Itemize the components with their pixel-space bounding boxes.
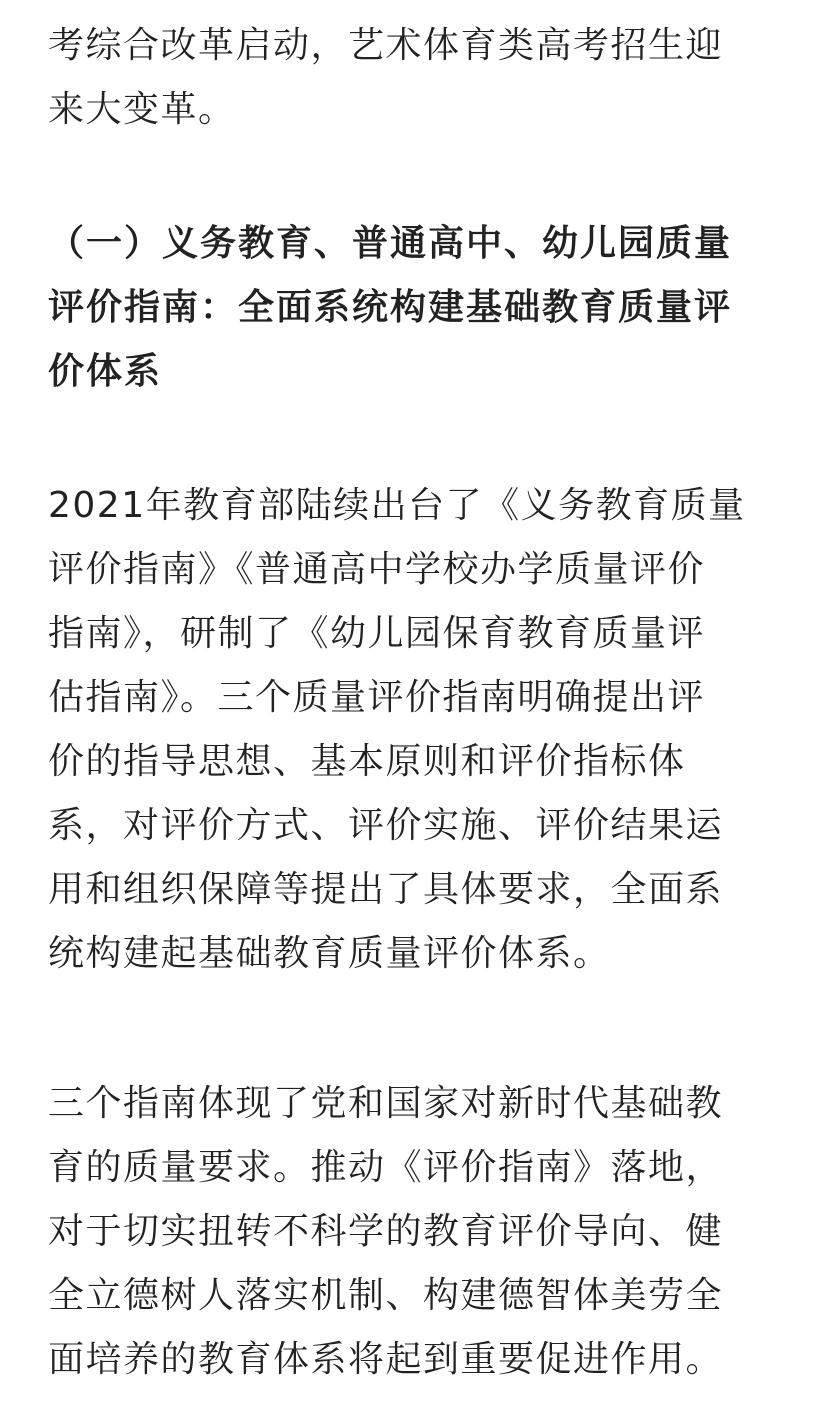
text-line: 考综合改革启动，艺术体育类高考招生迎	[48, 25, 724, 66]
text-line: 对于切实扭转不科学的教育评价导向、健	[48, 1211, 724, 1252]
heading-line: （一）义务教育、普通高中、幼儿园质量	[48, 223, 733, 264]
heading-line: 价体系	[48, 351, 163, 392]
text-line: 估指南》。三个质量评价指南明确提出评	[48, 677, 706, 718]
text-line: 统构建起基础教育质量评价体系。	[48, 933, 611, 974]
text-line: 用和组织保障等提出了具体要求，全面系	[48, 869, 724, 910]
text-line: 来大变革。	[48, 89, 236, 130]
text-line: 育的质量要求。推动《评价指南》落地，	[48, 1147, 724, 1188]
text-line: 价的指导思想、基本原则和评价指标体	[48, 741, 686, 782]
text-line: 三个指南体现了党和国家对新时代基础教	[48, 1083, 724, 1124]
text-line: 评价指南》《普通高中学校办学质量评价	[48, 549, 706, 590]
text-line: 系，对评价方式、评价实施、评价结果运	[48, 805, 724, 846]
text-line: 指南》，研制了《幼儿园保育教育质量评	[48, 613, 706, 654]
text-line: 2021年教育部陆续出台了《义务教育质量	[48, 485, 746, 526]
text-line: 面培养的教育体系将起到重要促进作用。	[48, 1339, 724, 1380]
heading-line: 评价指南：全面系统构建基础教育质量评	[48, 287, 733, 328]
text-line: 全立德树人落实机制、构建德智体美劳全	[48, 1275, 724, 1316]
